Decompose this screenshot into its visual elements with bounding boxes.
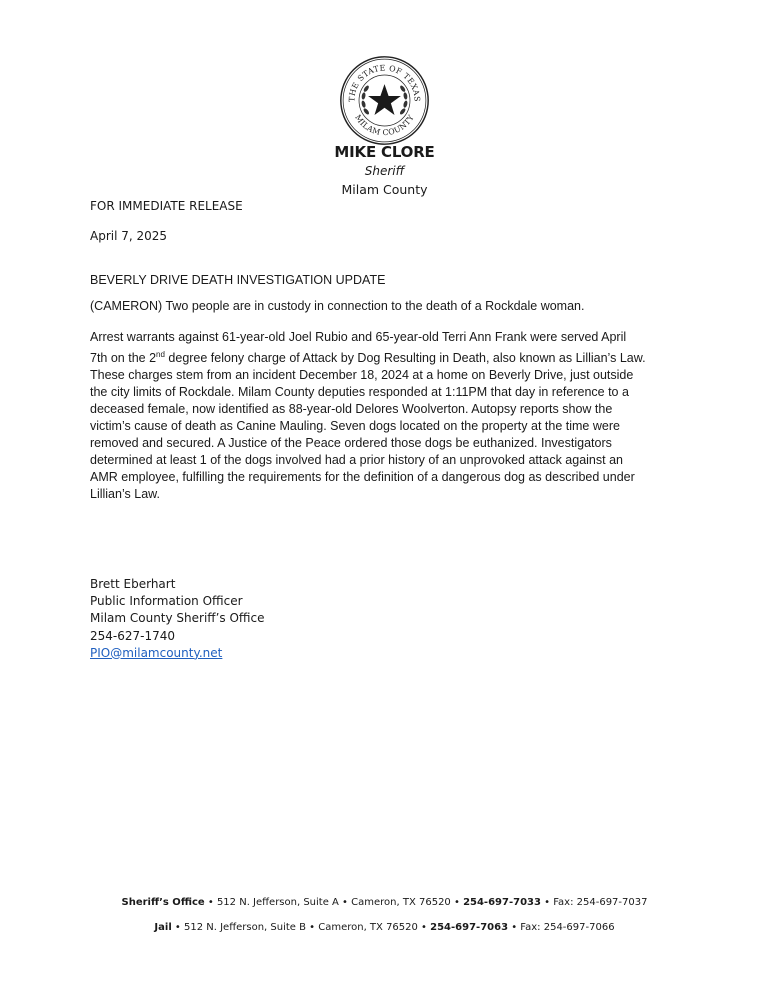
- footer-jail-line: [0, 922, 769, 933]
- footer-jail-fax: • Fax: 254-697-7066: [508, 922, 615, 933]
- contact-block: [90, 576, 264, 662]
- contact-email-link[interactable]: PIO@milamcounty.net: [90, 645, 223, 660]
- sheriff-name: MIKE CLORE: [334, 143, 435, 161]
- body-line: removed and secured. A Justice of the Peace ordered those dogs be euthanized. Investigators: [90, 436, 612, 451]
- body-line: deceased female, now identified as 88-year-old Delores Woolverton. Autopsy reports show the: [90, 402, 613, 417]
- body-text: 7th on the 2: [90, 351, 157, 366]
- contact-phone: 254-627-1740: [90, 628, 176, 643]
- footer-office-phone: 254-697-7033: [463, 897, 541, 908]
- headline: BEVERLY DRIVE DEATH INVESTIGATION UPDATE: [90, 273, 386, 287]
- body-line: the city limits of Rockdale. Milam County deputies responded at 1:11PM that day in reference to a: [90, 385, 629, 400]
- footer-jail-address: • 512 N. Jefferson, Suite B • Cameron, TX 76520 •: [171, 922, 431, 933]
- sheriff-title: Sheriff: [364, 164, 405, 178]
- body-line: AMR employee, fulfilling the requirements for the definition of a dangerous dog as described under: [90, 470, 635, 485]
- contact-title: Public Information Officer: [90, 594, 243, 609]
- body-line: These charges stem from an incident December 18, 2024 at a home on Beverly Drive, just outside: [90, 368, 634, 383]
- footer-office-fax: • Fax: 254-697-7037: [540, 897, 648, 908]
- county-seal-logo: [339, 55, 430, 146]
- body-line: determined at least 1 of the dogs involved had a prior history of an unprovoked attack against an: [90, 453, 623, 468]
- contact-office: Milam County Sheriff’s Office: [90, 611, 265, 626]
- footer-jail-phone: 254-697-7063: [430, 922, 509, 933]
- body-line: Arrest warrants against 61-year-old Joel Rubio and 65-year-old Terri Ann Frank were served April: [90, 330, 627, 344]
- svg-text:MILAM COUNTY: MILAM COUNTY: [353, 112, 416, 138]
- ordinal-suffix: nd: [156, 350, 165, 359]
- svg-text:THE STATE OF TEXAS: THE STATE OF TEXAS: [347, 63, 422, 103]
- body-line: Lillian’s Law.: [90, 487, 160, 502]
- lead-paragraph: (CAMERON) Two people are in custody in connection to the death of a Rockdale woman.: [90, 299, 585, 313]
- release-date: April 7, 2025: [90, 229, 168, 243]
- contact-name: Brett Eberhart: [90, 577, 176, 591]
- body-paragraph: [90, 329, 690, 503]
- body-line: [90, 346, 690, 367]
- footer-office-line: [0, 897, 769, 908]
- county-name: Milam County: [341, 182, 428, 197]
- footer-jail-label: Jail: [154, 922, 172, 933]
- body-line: victim’s cause of death as Canine Mauling. Seven dogs located on the property at the time were: [90, 419, 620, 434]
- body-text: degree felony charge of Attack by Dog Resulting in Death, also known as Lillian’s Law.: [164, 351, 646, 366]
- footer-office-label: Sheriff’s Office: [121, 897, 205, 908]
- footer-office-address: • 512 N. Jefferson, Suite A • Cameron, TX 76520 •: [204, 897, 464, 908]
- release-label: FOR IMMEDIATE RELEASE: [90, 199, 243, 213]
